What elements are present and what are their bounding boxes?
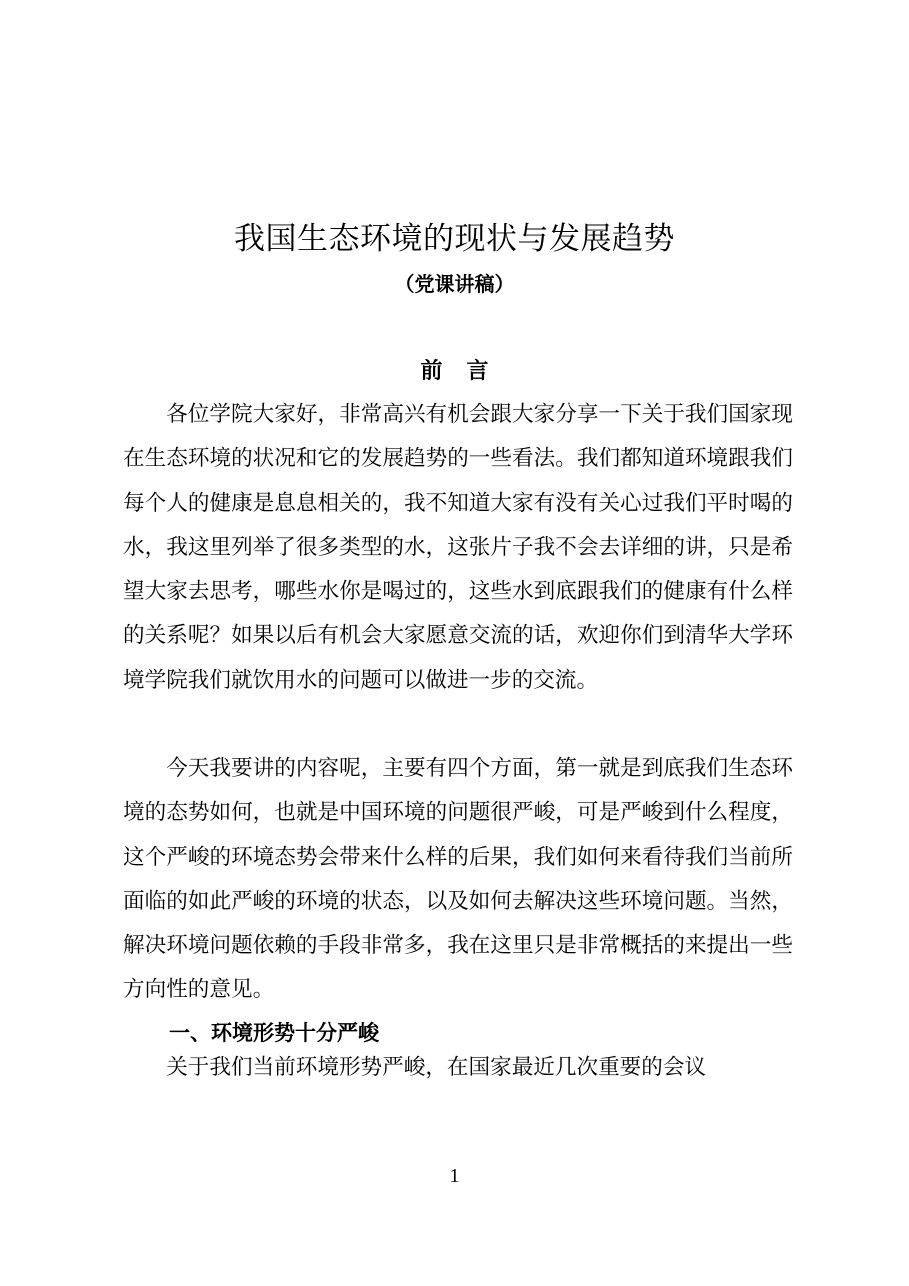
document-title: 我国生态环境的现状与发展趋势 bbox=[234, 221, 675, 257]
paragraph-outline: 今天我要讲的内容呢，主要有四个方面，第一就是到底我们生态环境的态势如何，也就是中国环境的问题很严峻，可是严峻到什么程度，这个严峻的环境态势会带来什么样的后果，我们如何来看待我们当前所面临的如此严峻的环境的状态，以及如何去解决这些环境问题。当然，解决环境问题依赖的手段非常多，我在这里只是非常概括的来提出一些方向性的意见。 bbox=[123, 756, 793, 1003]
section-heading: 一、环境形势十分严峻 bbox=[169, 1021, 379, 1045]
page-number: 1 bbox=[449, 1165, 460, 1187]
preface-heading: 前言 bbox=[420, 359, 513, 384]
document-subtitle: （党课讲稿） bbox=[394, 272, 515, 296]
section-paragraph: 关于我们当前环境形势严峻，在国家最近几次重要的会议 bbox=[166, 1055, 707, 1080]
paragraph-intro: 各位学院大家好，非常高兴有机会跟大家分享一下关于我们国家现在生态环境的状况和它的发展趋势的一些看法。我们都知道环境跟我们每个人的健康是息息相关的，我不知道大家有没有关心过我们平时喝的水，我这里列举了很多类型的水，这张片子我不会去详细的讲，只是希望大家去思考，哪些水你是喝过的，这些水到底跟我们的健康有什么样的关系呢？如果以后有机会大家愿意交流的话，欢迎你们到清华大学环境学院我们就饮用水的问题可以做进一步的交流。 bbox=[123, 402, 793, 693]
